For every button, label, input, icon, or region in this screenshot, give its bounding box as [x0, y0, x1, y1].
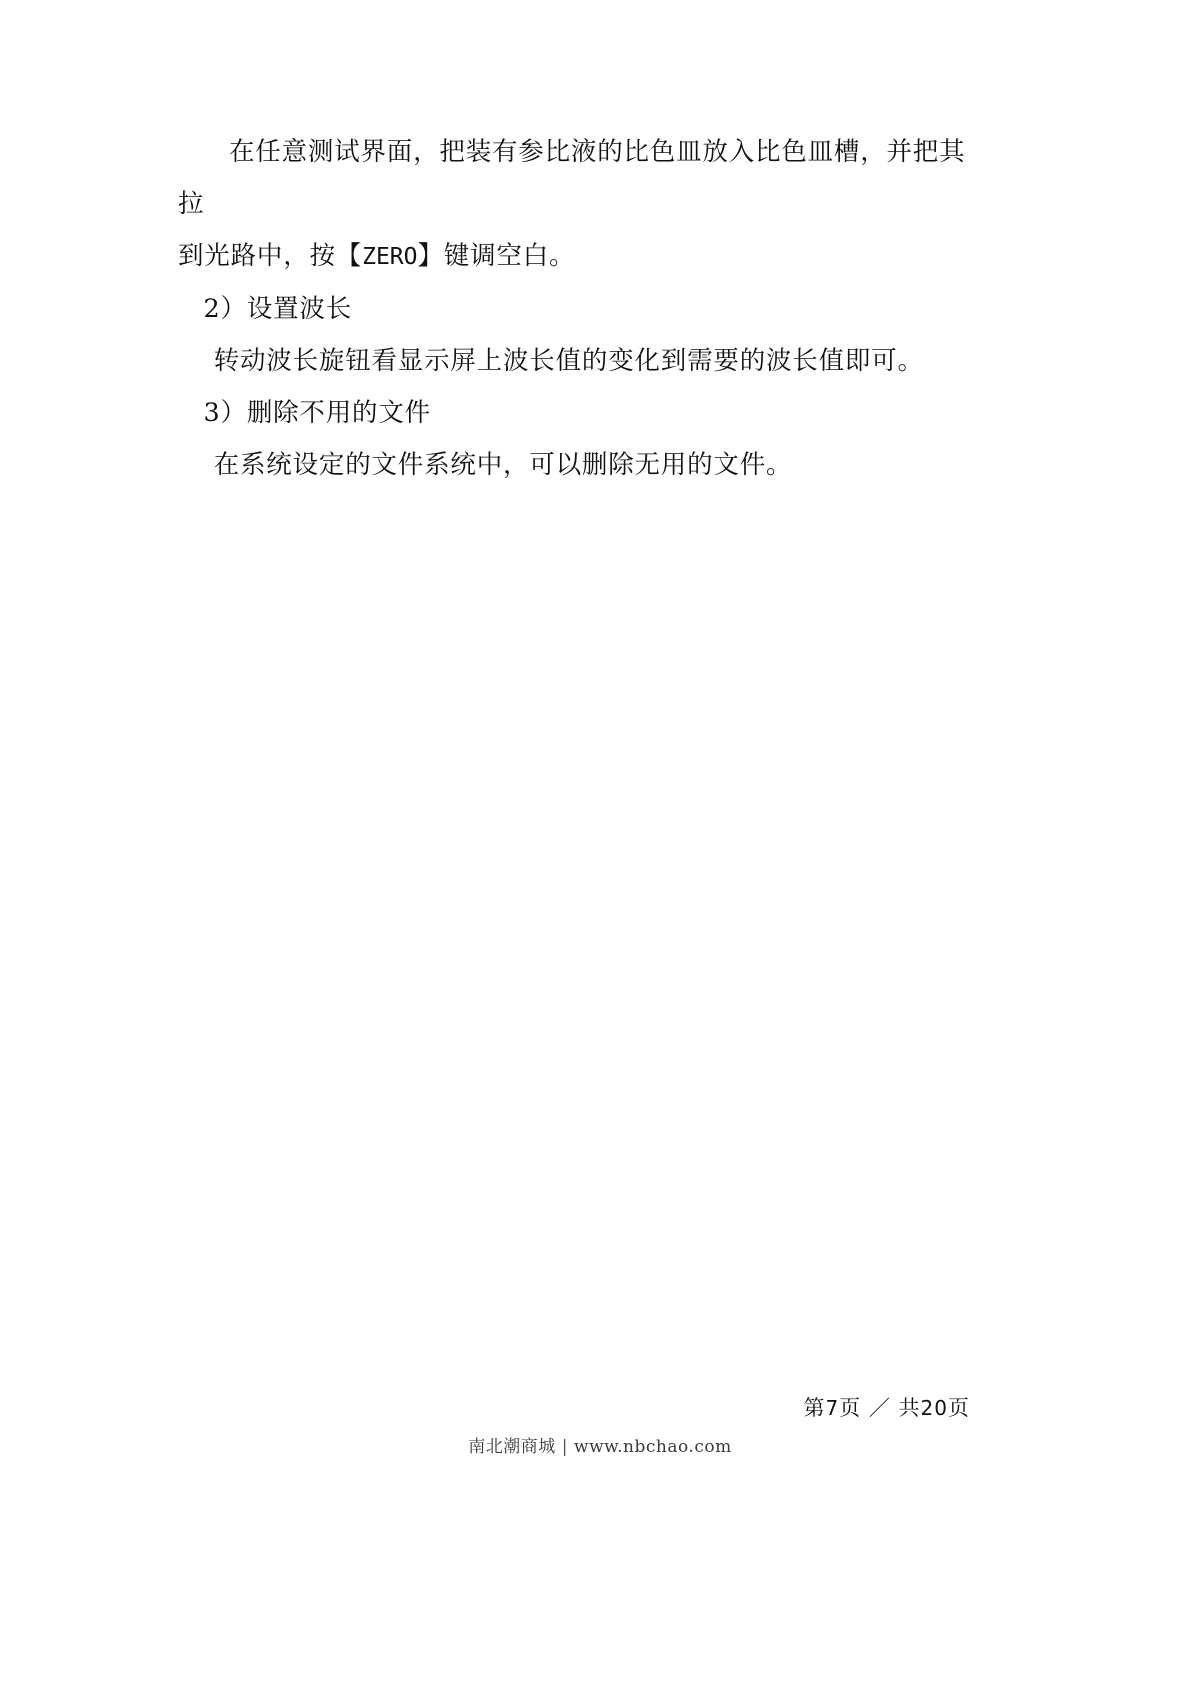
page-body-text: [178, 126, 968, 491]
page-label-suffix: 页: [948, 1396, 970, 1420]
paragraph-delete-file-body: 在系统设定的文件系统中，可以删除无用的文件。: [213, 450, 793, 480]
paragraph-zero-blank-line2: [178, 230, 968, 283]
paragraph-zero-blank-line1: 在任意测试界面，把装有参比液的比色皿放入比色皿槽，并把其拉: [178, 137, 966, 219]
footer-page-number: [803, 1392, 970, 1422]
footer-brand-name: 南北潮商城: [468, 1437, 556, 1457]
current-page-number: 7: [825, 1396, 840, 1420]
footer-website: www.nbchao.com: [574, 1437, 732, 1457]
paragraph-delete-file-heading: 3）删除不用的文件: [203, 398, 431, 428]
page-label-prefix: 第: [803, 1396, 826, 1420]
total-page-number: 20: [920, 1396, 948, 1420]
paragraph-text-segment: 到光路中，按【: [178, 241, 363, 271]
paragraph-set-wavelength-body: 转动波长旋钮看显示屏上波长值的变化到需要的波长值即可。: [213, 346, 924, 376]
footer-brand: [0, 1432, 1200, 1457]
footer-separator: |: [561, 1437, 569, 1457]
paragraph-set-wavelength-heading: 2）设置波长: [203, 294, 353, 324]
page-label-mid: 页 ／ 共: [839, 1396, 921, 1420]
paragraph-text-segment: 】键调空白。: [417, 241, 576, 271]
zero-key-label: ZERO: [362, 244, 418, 270]
